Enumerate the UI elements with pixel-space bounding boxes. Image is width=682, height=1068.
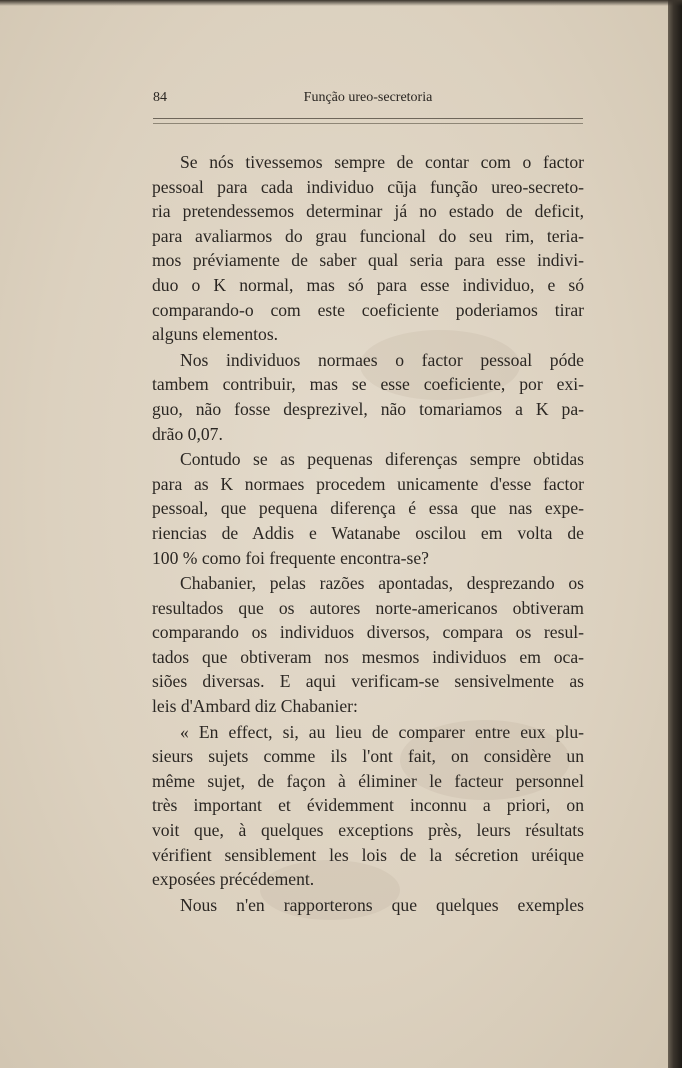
text-line: sieurs sujets comme ils l'ont fait, on considère un bbox=[152, 746, 584, 767]
text-line: riencias de Addis e Watanabe oscilou em volta de bbox=[152, 522, 584, 543]
text-line: alguns elementos. bbox=[152, 324, 279, 345]
text-line: 100 % como foi frequente encontra-se? bbox=[152, 547, 429, 568]
text-line: Contudo se as pequenas diferenças sempre obtidas bbox=[180, 449, 584, 470]
text-line: mos préviamente de saber qual seria para esse indivi- bbox=[152, 250, 584, 271]
text-line: resultados que os autores norte-americanos obtiveram bbox=[152, 597, 584, 618]
paragraph bbox=[152, 348, 584, 446]
page-header bbox=[153, 90, 583, 110]
text-line: Se nós tivessemos sempre de contar com o factor bbox=[180, 152, 584, 172]
text-line: très important et évidemment inconnu a priori, on bbox=[152, 795, 584, 816]
text-line: même sujet, de façon à éliminer le facteur personnel bbox=[152, 770, 584, 791]
text-line: drão 0,07. bbox=[152, 423, 223, 444]
paragraph bbox=[152, 447, 584, 570]
text-line: exposées précédement. bbox=[152, 869, 315, 890]
paragraph bbox=[152, 150, 584, 347]
text-line: duo o K normal, mas só para esse individuo, e só bbox=[152, 274, 584, 295]
text-line: voit que, à quelques exceptions près, leurs résultats bbox=[152, 820, 584, 841]
book-binding-edge bbox=[668, 0, 682, 1068]
header-rule bbox=[153, 123, 583, 124]
text-line: tados que obtiveram nos mesmos individuos em oca- bbox=[152, 646, 584, 667]
text-line: guo, não fosse desprezivel, não tomariamos a K pa- bbox=[152, 398, 584, 419]
page-number: 84 bbox=[153, 90, 167, 105]
paragraph bbox=[152, 720, 584, 892]
text-line: para avaliarmos do grau funcional do seu rim, teria- bbox=[152, 225, 584, 246]
text-line: leis d'Ambard diz Chabanier: bbox=[152, 696, 358, 717]
text-line: siões diversas. E aqui verificam-se sensivelmente as bbox=[152, 671, 584, 692]
text-line: « En effect, si, au lieu de comparer entre eux plu- bbox=[180, 721, 584, 742]
text-line: comparando os individuos diversos, compara os resul- bbox=[152, 622, 584, 643]
text-line: vérifient sensiblement les lois de la sécretion uréique bbox=[152, 844, 584, 865]
text-line: tambem contribuir, mas se esse coeficiente, por exi- bbox=[152, 374, 584, 395]
header-rule bbox=[153, 118, 583, 119]
text-line: pessoal, que pequena diferença é essa que nas expe- bbox=[152, 498, 584, 519]
text-line: Chabanier, pelas razões apontadas, desprezando os bbox=[180, 573, 584, 594]
text-line: comparando-o com este coeficiente poderiamos tirar bbox=[152, 299, 584, 320]
text-line: ria pretendessemos determinar já no estado de deficit, bbox=[152, 201, 584, 222]
paragraph bbox=[152, 893, 584, 918]
text-line: para as K normaes procedem unicamente d'esse factor bbox=[152, 473, 584, 494]
text-line: Nous n'en rapporterons que quelques exemples bbox=[180, 894, 584, 915]
text-line: Nos individuos normaes o factor pessoal póde bbox=[180, 349, 584, 370]
text-line: pessoal para cada individuo cũja função ureo-secreto- bbox=[152, 176, 584, 197]
paragraph bbox=[152, 571, 584, 719]
running-title: Função ureo-secretoria bbox=[303, 90, 433, 105]
page-top-shadow bbox=[0, 0, 682, 6]
body-text bbox=[152, 150, 584, 917]
